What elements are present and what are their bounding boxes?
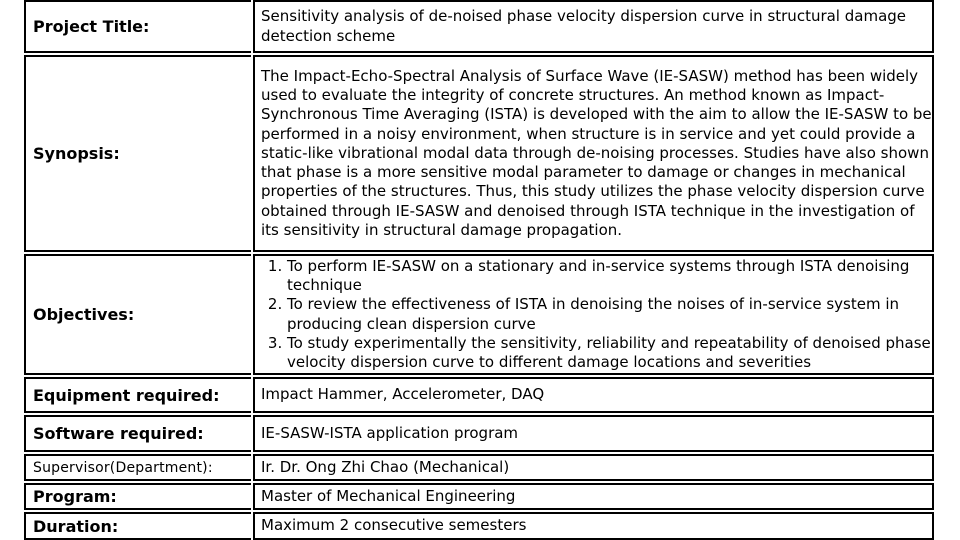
row-project-title xyxy=(24,0,934,53)
supervisor-text: Ir. Dr. Ong Zhi Chao (Mechanical) xyxy=(261,457,510,476)
objectives-label: Objectives: xyxy=(24,254,251,375)
software-label: Software required: xyxy=(24,415,251,452)
supervisor-value xyxy=(253,454,934,481)
synopsis-label: Synopsis: xyxy=(24,55,251,252)
duration-value xyxy=(253,512,934,540)
objectives-list xyxy=(261,257,932,373)
synopsis-text: The Impact-Echo-Spectral Analysis of Surface Wave (IE-SASW) method has been widely used to evaluate the integrity of concrete structures. An method known as Impact-Synchronous Time Averaging (ISTA) is developed with the aim to allow the IE-SASW to be performed in a noisy environment, when structure is in service and yet could provide a static-like vibrational modal data through de-noising processes. Studies have also shown that phase is a more sensitive modal parameter to damage or changes in mechanical properties of the structures. Thus, this study utilizes the phase velocity dispersion curve obtained through IE-SASW and denoised through ISTA technique in the investigation of its sensitivity in structural damage propagation. xyxy=(261,66,932,240)
project-title-value xyxy=(253,0,934,53)
equipment-value xyxy=(253,377,934,413)
program-label: Program: xyxy=(24,483,251,510)
project-title-label: Project Title: xyxy=(24,0,251,53)
row-program xyxy=(24,483,934,510)
objectives-value xyxy=(253,254,934,375)
objective-item: 2. To review the effectiveness of ISTA in denoising the noises of in-service system in producing clean dispersion curve xyxy=(287,295,932,334)
equipment-label: Equipment required: xyxy=(24,377,251,413)
synopsis-value xyxy=(253,55,934,252)
supervisor-label: Supervisor(Department): xyxy=(24,454,251,481)
row-synopsis xyxy=(24,55,934,252)
duration-text: Maximum 2 consecutive semesters xyxy=(261,516,527,535)
program-value xyxy=(253,483,934,510)
row-software xyxy=(24,415,934,452)
row-equipment xyxy=(24,377,934,413)
objective-item: 3. To study experimentally the sensitivity, reliability and repeatability of denoised phase velocity dispersion curve to different damage locations and severities xyxy=(287,334,932,373)
project-title-text: Sensitivity analysis of de-noised phase velocity dispersion curve in structural damage detection scheme xyxy=(261,7,907,45)
software-value xyxy=(253,415,934,452)
software-text: IE-SASW-ISTA application program xyxy=(261,423,519,442)
row-supervisor xyxy=(24,454,934,481)
row-objectives xyxy=(24,254,934,375)
row-duration xyxy=(24,512,934,540)
program-text: Master of Mechanical Engineering xyxy=(261,486,516,505)
duration-label: Duration: xyxy=(24,512,251,540)
equipment-text: Impact Hammer, Accelerometer, DAQ xyxy=(261,385,545,404)
objective-item: 1. To perform IE-SASW on a stationary and in-service systems through ISTA denoising technique xyxy=(287,257,932,296)
